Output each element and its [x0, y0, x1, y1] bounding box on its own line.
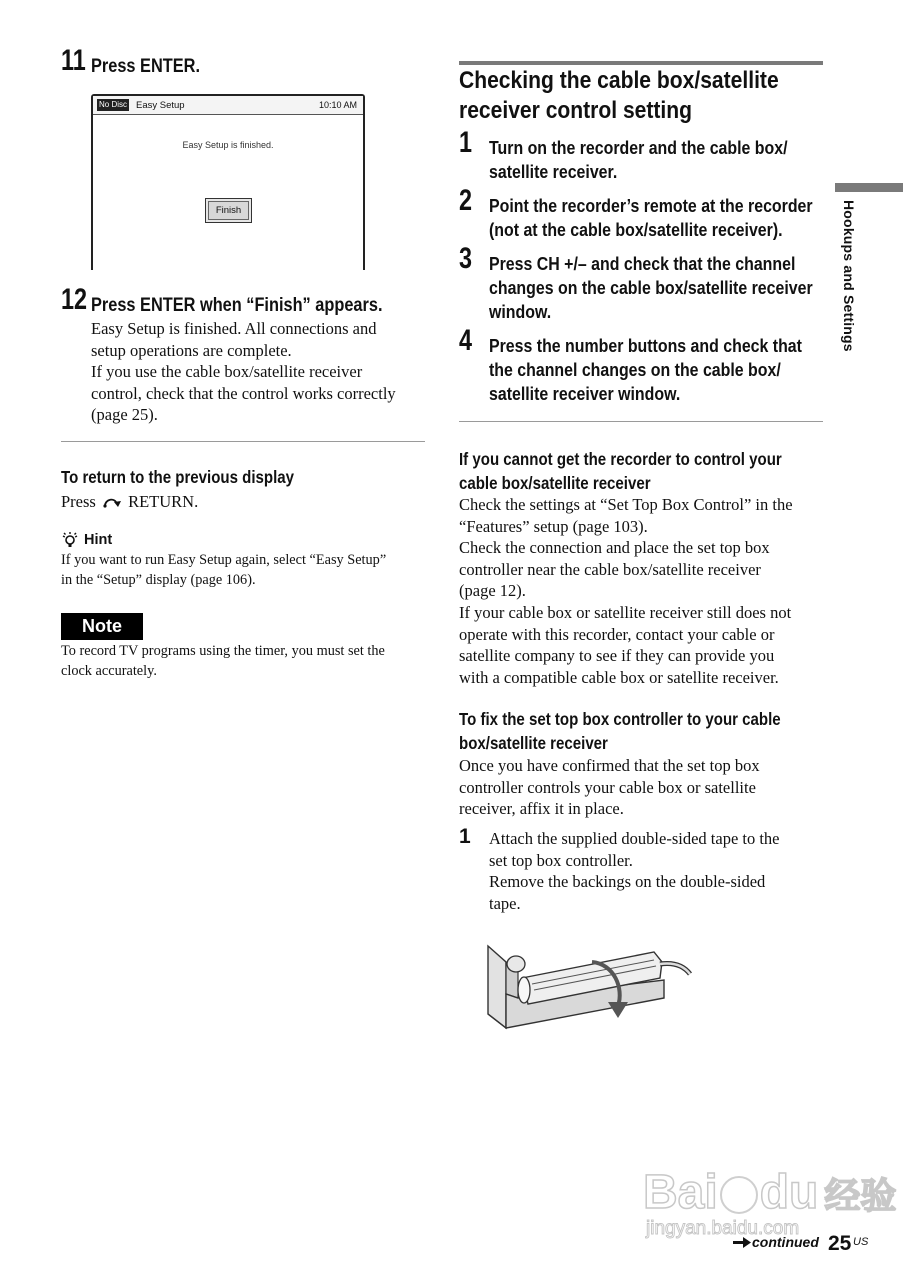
- fix-step-line: set top box controller.: [489, 850, 633, 870]
- finish-button-label: Finish: [208, 201, 249, 220]
- fix-body: [459, 755, 760, 820]
- side-tab-label: Hookups and Settings: [841, 200, 857, 352]
- section-title-line: receiver control setting: [459, 96, 693, 124]
- cannot-line: with a compatible cable box or satellite receiver.: [459, 667, 779, 687]
- return-text: [61, 491, 198, 513]
- step-11-text: Press ENTER.: [91, 56, 200, 77]
- check-step-1-number: 1: [459, 126, 473, 159]
- step-12-body: [91, 318, 396, 426]
- cannot-heading: [459, 447, 782, 495]
- finish-button[interactable]: [205, 198, 252, 223]
- return-icon: [102, 496, 122, 508]
- hint-label: Hint: [84, 532, 113, 548]
- hint-line: If you want to run Easy Setup again, select “Easy Setup”: [61, 552, 387, 568]
- cannot-line: (page 12).: [459, 581, 526, 601]
- cannot-line: controller near the cable box/satellite receiver: [459, 559, 761, 579]
- page-suffix: US: [853, 1236, 869, 1248]
- return-heading: To return to the previous display: [61, 467, 295, 487]
- cannot-line: Check the connection and place the set top box: [459, 538, 770, 558]
- note-line: clock accurately.: [61, 662, 157, 679]
- check-step-line: changes on the cable box/satellite receiver: [489, 277, 813, 298]
- fix-heading-line: To fix the set top box controller to your cable: [459, 709, 781, 729]
- continued-arrow-icon: [733, 1237, 751, 1248]
- continued-label: continued: [752, 1234, 819, 1250]
- cannot-line: “Features” setup (page 103).: [459, 516, 648, 536]
- note-body: [61, 642, 385, 681]
- cannot-line: Check the settings at “Set Top Box Control” in the: [459, 495, 793, 514]
- fix-step-1-number: 1: [459, 825, 471, 848]
- check-step-3-number: 3: [459, 242, 473, 275]
- check-step-2-number: 2: [459, 184, 473, 217]
- check-step-line: window.: [489, 301, 552, 322]
- note-line: To record TV programs using the timer, you must set the: [61, 643, 385, 659]
- check-step-line: the channel changes on the cable box/: [489, 359, 781, 380]
- watermark-paw-icon: [720, 1176, 758, 1214]
- section-title: [459, 66, 779, 125]
- section-title-line: Checking the cable box/satellite: [459, 67, 779, 94]
- cannot-body: [459, 494, 793, 688]
- fix-step-line: tape.: [489, 893, 521, 913]
- screen-message: Easy Setup is finished.: [182, 140, 274, 150]
- page-number: 25: [828, 1232, 852, 1255]
- side-tab-bar: [835, 183, 903, 192]
- no-disc-badge: No Disc: [99, 100, 128, 109]
- check-step-2-text: [489, 194, 813, 242]
- cannot-heading-line: If you cannot get the recorder to control your: [459, 449, 782, 469]
- watermark-url: jingyan.baidu.com: [646, 1218, 800, 1239]
- check-step-4-number: 4: [459, 324, 473, 357]
- fix-line: Once you have confirmed that the set top box: [459, 756, 760, 775]
- cannot-line: If your cable box or satellite receiver still does not: [459, 602, 792, 622]
- hint-icon: [61, 531, 81, 551]
- step-12-line: Easy Setup is finished. All connections and: [91, 319, 377, 338]
- check-step-line: (not at the cable box/satellite receiver).: [489, 219, 783, 240]
- step-11-number: 11: [61, 44, 86, 77]
- left-divider: [61, 441, 425, 442]
- fix-heading: [459, 707, 781, 755]
- fix-step-1-text: [489, 828, 780, 914]
- check-step-1-text: [489, 136, 788, 184]
- cannot-heading-line: cable box/satellite receiver: [459, 473, 651, 493]
- fix-line: receiver, affix it in place.: [459, 799, 624, 819]
- watermark-logo: [643, 1168, 896, 1221]
- check-step-line: satellite receiver window.: [489, 383, 681, 404]
- watermark-brand: Bai: [643, 1166, 718, 1219]
- step-12-line: If you use the cable box/satellite receiver: [91, 362, 363, 382]
- side-tab-container: [839, 200, 859, 360]
- hint-line: in the “Setup” display (page 106).: [61, 571, 256, 588]
- fix-step-line: Remove the backings on the double-sided: [489, 872, 766, 892]
- watermark-cn: 经验: [824, 1175, 897, 1216]
- step-12-line: (page 25).: [91, 405, 158, 425]
- check-step-line: satellite receiver.: [489, 161, 618, 182]
- screen-time: 10:10 AM: [318, 100, 357, 110]
- cannot-line: satellite company to see if they can provide you: [459, 646, 775, 666]
- step-12-line: control, check that the control works correctly: [91, 383, 396, 403]
- check-step-4-text: [489, 334, 802, 406]
- easy-setup-screen: [91, 94, 365, 270]
- controller-tape-illustration: [484, 938, 694, 1034]
- check-step-line: Turn on the recorder and the cable box/: [489, 137, 788, 158]
- return-label: RETURN.: [128, 492, 199, 511]
- check-step-line: Point the recorder’s remote at the recorder: [489, 195, 813, 216]
- press-label: Press: [61, 492, 96, 511]
- step-12-line: setup operations are complete.: [91, 340, 292, 360]
- step-12-number: 12: [61, 283, 88, 316]
- fix-step-line: Attach the supplied double-sided tape to the: [489, 829, 780, 848]
- fix-line: controller controls your cable box or satellite: [459, 777, 756, 797]
- right-divider: [459, 421, 823, 422]
- fix-heading-line: box/satellite receiver: [459, 733, 608, 753]
- note-label: Note: [61, 613, 143, 640]
- watermark-brand-2: du: [759, 1166, 819, 1219]
- check-step-line: Press CH +/– and check that the channel: [489, 253, 796, 274]
- step-12-text: Press ENTER when “Finish” appears.: [91, 295, 383, 316]
- cannot-line: operate with this recorder, contact your cable or: [459, 624, 775, 644]
- screen-title: Easy Setup: [136, 100, 185, 111]
- title-bar: [459, 61, 823, 65]
- check-step-3-text: [489, 252, 813, 324]
- hint-body: [61, 551, 386, 590]
- check-step-line: Press the number buttons and check that: [489, 335, 802, 356]
